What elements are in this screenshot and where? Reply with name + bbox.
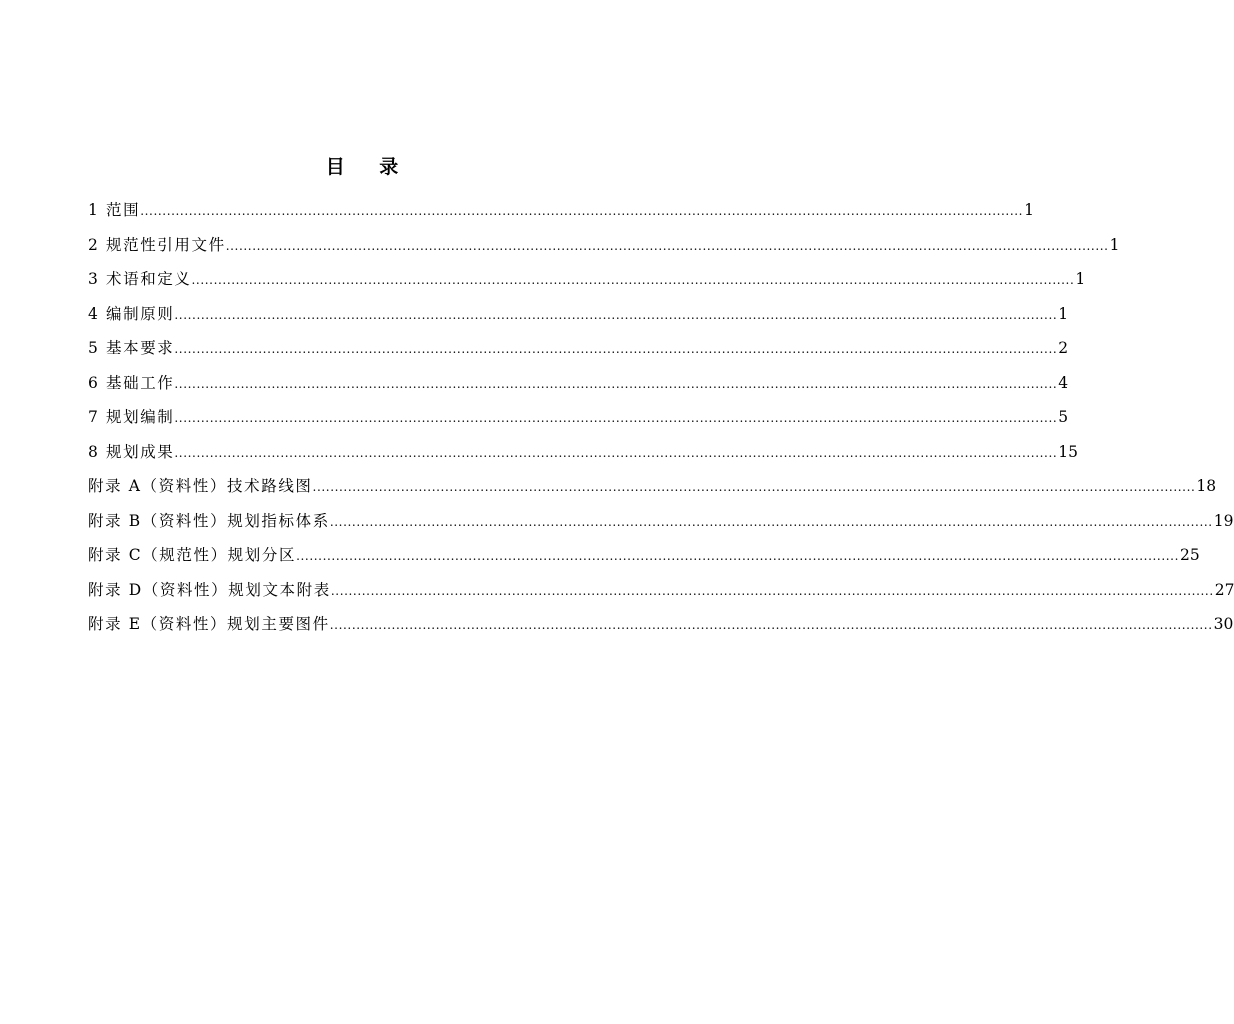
toc-entry-page: 18 [1196,477,1217,495]
toc-entry-label: 附录 E（资料性）规划主要图件 [88,615,330,633]
toc-entry [88,267,1086,302]
toc-leader-dots: ........................................................................................................................................................................................................ [140,204,1024,218]
toc-entry-page: 5 [1058,408,1069,426]
toc-entry-label: 7 规划编制 [88,408,175,426]
toc-leader-dots: ........................................................................................................................................................................................................ [329,618,1213,632]
toc-entry-label: 5 基本要求 [88,339,175,357]
toc-entry-label: 4 编制原则 [88,304,175,323]
toc-entry [88,198,1034,233]
toc-leader-dots: ........................................................................................................................................................................................................ [191,273,1075,287]
toc-leader-dots: ........................................................................................................................................................................................................ [174,307,1058,322]
toc-entry [88,371,1069,406]
toc-entry [88,474,1217,509]
toc-entry-label: 3 术语和定义 [88,270,192,288]
toc-entry [88,509,1234,544]
toc-entry-label: 8 规划成果 [88,442,175,461]
toc-entry-page: 19 [1213,511,1234,530]
toc-entry [88,612,1234,647]
toc-leader-dots: ........................................................................................................................................................................................................ [312,480,1196,494]
toc-entry-page: 2 [1058,339,1069,357]
toc-entry-page: 1 [1075,270,1086,288]
toc-entry-page: 1 [1024,201,1034,219]
toc-leader-dots: ........................................................................................................................................................................................................ [329,514,1213,529]
toc-leader-dots: ........................................................................................................................................................................................................ [174,445,1058,460]
toc-entry-label: 附录 C（规范性）规划分区 [88,546,297,564]
toc-entry-label: 附录 B（资料性）规划指标体系 [88,511,330,530]
toc-entry [88,543,1200,578]
toc-entry-page: 27 [1214,580,1234,599]
toc-entry [88,440,1079,475]
toc-entry [88,233,1120,268]
toc-entry-page: 1 [1109,235,1120,254]
toc-entry-page: 1 [1058,304,1069,323]
toc-entry-page: 4 [1058,373,1069,392]
toc-leader-dots: ........................................................................................................................................................................................................ [296,549,1179,563]
toc-entry-page: 30 [1213,615,1234,633]
toc-entry-page: 15 [1058,442,1079,461]
toc-leader-dots: ........................................................................................................................................................................................................ [174,342,1058,356]
toc-entry-page: 25 [1179,546,1200,564]
toc-leader-dots: ........................................................................................................................................................................................................ [174,376,1058,391]
toc-entry [88,578,1234,613]
toc-entry [88,336,1069,371]
toc-entry-label: 1 范围 [88,201,141,219]
toc-entry-label: 2 规范性引用文件 [88,235,226,254]
toc-entry-label: 附录 A（资料性）技术路线图 [88,477,313,495]
toc-leader-dots: ........................................................................................................................................................................................................ [225,238,1109,253]
toc-entry-label: 附录 D（资料性）规划文本附表 [88,580,331,599]
toc-title: 目 录 [325,156,413,178]
toc-leader-dots: ........................................................................................................................................................................................................ [174,411,1058,425]
toc-list [88,198,1234,647]
toc-leader-dots: ........................................................................................................................................................................................................ [330,583,1214,598]
toc-entry [88,302,1069,337]
toc-entry [88,405,1069,440]
toc-entry-label: 6 基础工作 [88,373,175,392]
